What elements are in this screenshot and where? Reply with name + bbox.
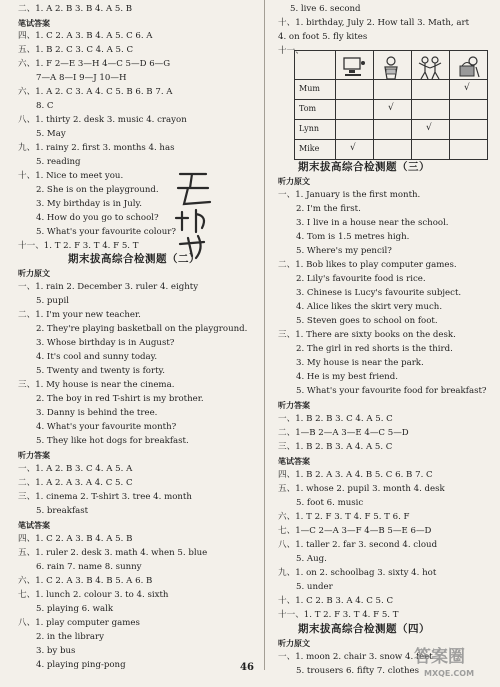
svg-text:答案圈: 答案圈: [414, 647, 465, 667]
watermark-logo: [410, 642, 496, 682]
section-label: 笔试答案: [278, 457, 310, 466]
answer-line: 六、1. T 2. F 3. T 4. F 5. T 6. F: [278, 512, 410, 522]
answer-line: 十一、: [278, 46, 304, 56]
answer-line: 八、1. taller 2. far 3. second 4. cloud: [278, 540, 438, 550]
table-row-line: [295, 139, 487, 140]
check-mark: √: [464, 83, 470, 93]
handwritten-annotation: [168, 166, 228, 262]
answer-line: 五、1. ruler 2. desk 3. math 4. when 5. blue: [18, 548, 208, 558]
table-column-line: [373, 51, 374, 159]
answer-line: 5. They like hot dogs for breakfast.: [36, 436, 189, 446]
answer-line: 4. It's cool and sunny today.: [36, 352, 158, 362]
table-column-line: [335, 51, 336, 159]
answer-line: 5. Aug.: [296, 554, 327, 564]
reading-girl-icon: [379, 55, 403, 81]
answer-line: 八、1. thirty 2. desk 3. music 4. crayon: [18, 115, 187, 125]
answer-line: 4. Alice likes the skirt very much.: [296, 302, 443, 312]
answer-line: 4. He is my best friend.: [296, 372, 398, 382]
answer-line: 一、1. rain 2. December 3. ruler 4. eighty: [18, 282, 199, 292]
answer-line: 七、1. lunch 2. colour 3. to 4. sixth: [18, 590, 169, 600]
answer-line: 一、1. moon 2. chair 3. snow 4. feet: [278, 652, 433, 662]
answer-line: 4. on foot 5. fly kites: [278, 32, 368, 42]
answer-line: 八、1. play computer games: [18, 618, 140, 628]
section-label: 笔试答案: [18, 521, 50, 530]
section-heading: 期末拔高综合检测题（三）: [298, 161, 430, 173]
answer-line: 5. pupil: [36, 296, 69, 306]
answer-line: 二、1. A 2. A 3. A 4. C 5. C: [18, 478, 133, 488]
answer-line: 三、1. cinema 2. T-shirt 3. tree 4. month: [18, 492, 192, 502]
answer-line: 九、1. rainy 2. first 3. months 4. has: [18, 143, 175, 153]
answer-line: 3. I live in a house near the school.: [296, 218, 449, 228]
computer-icon: [341, 55, 367, 79]
answer-line: 一、1. B 2. B 3. C 4. A 5. C: [278, 414, 393, 424]
table-row-name: Mum: [299, 84, 320, 93]
answer-line: 6. rain 7. name 8. sunny: [36, 562, 142, 572]
answer-line: 2. I'm the first.: [296, 204, 361, 214]
section-heading: 期末拔高综合检测题（二）: [68, 253, 200, 265]
answer-line: 九、1. on 2. schoolbag 3. sixty 4. hot: [278, 568, 437, 578]
answer-line: 2. They're playing basketball on the playground.: [36, 324, 248, 334]
section-label: 听力答案: [18, 451, 50, 460]
answer-line: 2. in the library: [36, 632, 104, 642]
answer-line: 2. The boy in red T-shirt is my brother.: [36, 394, 204, 404]
answer-line: 十、1. Nice to meet you.: [18, 171, 124, 181]
answer-line: 二、1. Bob likes to play computer games.: [278, 260, 457, 270]
answer-line: 十、1. C 2. B 3. A 4. C 5. C: [278, 596, 394, 606]
column-divider: [264, 0, 265, 670]
answer-line: 8. C: [36, 101, 54, 111]
table-row-name: Tom: [299, 104, 317, 113]
section-heading: 期末拔高综合检测题（四）: [298, 623, 430, 635]
table-column-line: [449, 51, 450, 159]
table-column-line: [411, 51, 412, 159]
answer-line: 3. My house is near the park.: [296, 358, 424, 368]
section-label: 听力原文: [278, 177, 310, 186]
answer-line: 3. by bus: [36, 646, 76, 656]
answer-line: 五、1. whose 2. pupil 3. month 4. desk: [278, 484, 445, 494]
answer-line: 5. breakfast: [36, 506, 89, 516]
answer-line: 三、1. My house is near the cinema.: [18, 380, 175, 390]
answer-line: 4. What's your favourite month?: [36, 422, 177, 432]
answer-line: 六、1. C 2. A 3. B 4. B 5. A 6. B: [18, 576, 153, 586]
answer-line: 七、1—C 2—A 3—F 4—B 5—E 6—D: [278, 526, 432, 536]
answer-line: 二、1—B 2—A 3—E 4—C 5—D: [278, 428, 409, 438]
answer-line: 十、1. birthday, July 2. How tall 3. Math, art: [278, 18, 470, 28]
check-mark: √: [426, 123, 432, 133]
answer-line: 3. My birthday is in July.: [36, 199, 142, 209]
basket-bag-icon: [457, 55, 483, 81]
answer-line: 5. trousers 6. fifty 7. clothes: [296, 666, 419, 676]
answer-line: 5. May: [36, 129, 66, 139]
answer-line: 5. What's your favourite food for breakfast?: [296, 386, 487, 396]
answer-line: 二、1. I'm your new teacher.: [18, 310, 141, 320]
section-label: 听力原文: [18, 269, 50, 278]
answer-line: 3. Danny is behind the tree.: [36, 408, 158, 418]
answer-line: 二、1. A 2. B 3. B 4. A 5. B: [18, 4, 133, 14]
table-row-name: Lynn: [299, 124, 319, 133]
table-row-line: [295, 79, 487, 80]
table-row-line: [295, 99, 487, 100]
section-label: 笔试答案: [18, 19, 50, 28]
answer-line: 5. under: [296, 582, 333, 592]
svg-text:MXQE.COM: MXQE.COM: [424, 669, 475, 678]
answer-line: 2. The girl in red shorts is the third.: [296, 344, 453, 354]
answer-line: 3. Chinese is Lucy's favourite subject.: [296, 288, 462, 298]
answer-line: 2. She is on the playground.: [36, 185, 159, 195]
answer-line: 2. Lily's favourite food is rice.: [296, 274, 426, 284]
answer-line: 三、1. B 2. B 3. A 4. A 5. C: [278, 442, 393, 452]
page-number: 46: [240, 662, 254, 673]
answer-line: 四、1. B 2. A 3. A 4. B 5. C 6. B 7. C: [278, 470, 433, 480]
answer-line: 一、1. A 2. B 3. C 4. A 5. A: [18, 464, 133, 474]
answer-line: 4. playing ping-pong: [36, 660, 126, 670]
answer-line: 三、1. There are sixty books on the desk.: [278, 330, 456, 340]
answer-line: 5. What's your favourite colour?: [36, 227, 176, 237]
answer-line: 四、1. C 2. A 3. B 4. A 5. B: [18, 534, 133, 544]
answer-line: 5. Steven goes to school on foot.: [296, 316, 438, 326]
answer-line: 十一、1. T 2. F 3. T 4. F 5. T: [18, 241, 139, 251]
dancing-kids-icon: [417, 55, 443, 81]
table-row-name: Mike: [299, 144, 320, 153]
answer-line: 4. Tom is 1.5 metres high.: [296, 232, 410, 242]
check-mark: √: [388, 103, 394, 113]
answer-line: 5. Where's my pencil?: [296, 246, 392, 256]
answer-line: 3. Whose birthday is in August?: [36, 338, 175, 348]
answer-line: 五、1. B 2. C 3. C 4. A 5. C: [18, 45, 134, 55]
activity-check-table: [294, 50, 488, 160]
table-row-line: [295, 119, 487, 120]
section-label: 听力答案: [278, 401, 310, 410]
answer-line: 四、1. C 2. A 3. B 4. A 5. C 6. A: [18, 31, 153, 41]
answer-line: 5. reading: [36, 157, 81, 167]
answer-line: 十一、1. T 2. F 3. T 4. F 5. T: [278, 610, 399, 620]
answer-line: 一、1. January is the first month.: [278, 190, 421, 200]
check-mark: √: [350, 143, 356, 153]
answer-line: 六、1. F 2—E 3—H 4—C 5—D 6—G: [18, 59, 171, 69]
section-label: 听力原文: [278, 639, 310, 648]
answer-line: 5. Twenty and twenty is forty.: [36, 366, 165, 376]
answer-line: 六、1. A 2. C 3. A 4. C 5. B 6. B 7. A: [18, 87, 173, 97]
answer-line: 4. How do you go to school?: [36, 213, 159, 223]
answer-line: 5. playing 6. walk: [36, 604, 114, 614]
answer-line: 7—A 8—I 9—J 10—H: [36, 73, 127, 83]
answer-line: 5. foot 6. music: [296, 498, 364, 508]
answer-line: 5. live 6. second: [290, 4, 361, 14]
